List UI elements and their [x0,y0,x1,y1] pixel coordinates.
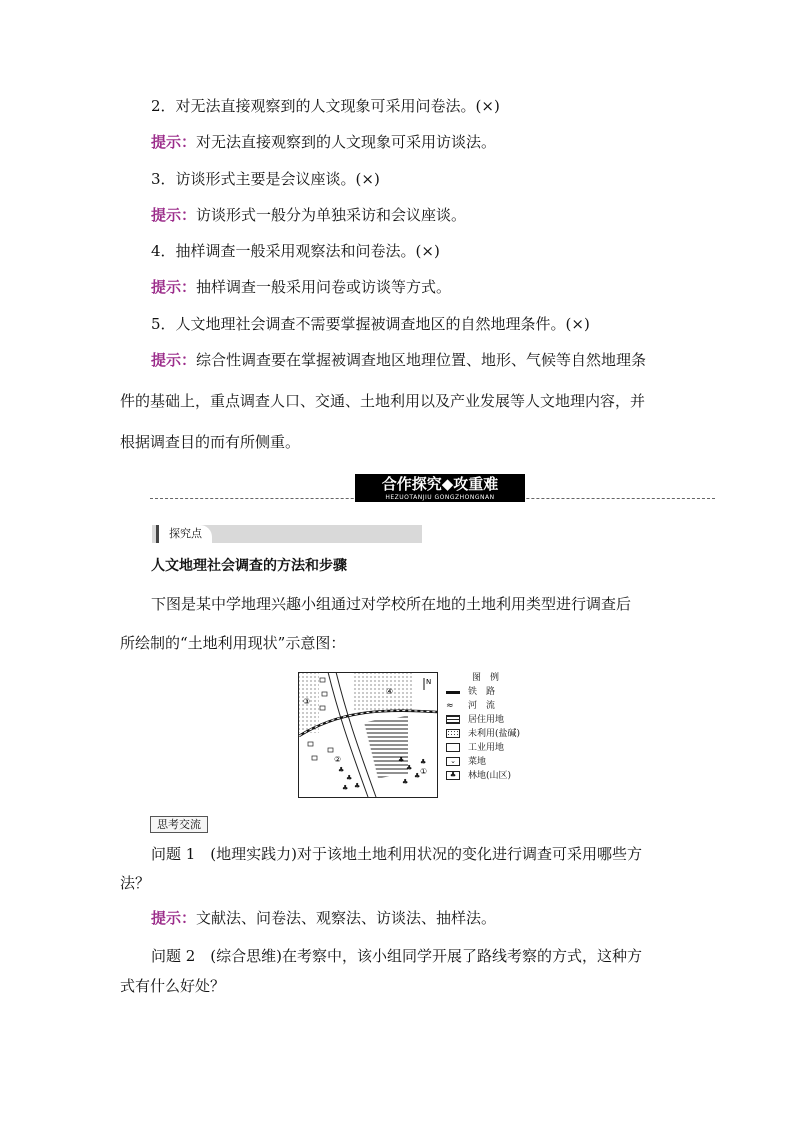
hint-text: 抽样调查一般采用问卷或访谈等方式。 [196,278,452,296]
banner-title: 合作探究◆攻重难 [355,474,525,494]
legend-item: ≈ 河 流 [446,701,496,711]
section-banner [150,470,715,506]
svg-text:♣: ♣ [414,772,421,780]
legend-item: ♣ 林地(山区) [446,770,546,782]
question-1: 问题 1 (地理实践力)对于该地土地利用状况的变化进行调查可采用哪些方 [151,845,643,863]
statement-5: 5．人文地理社会调查不需要掌握被调查地区的自然地理条件。(×) [151,315,590,333]
statement-2: 2．对无法直接观察到的人文现象可采用问卷法。(×) [151,97,500,115]
hint-5-cont: 件的基础上，重点调查人口、交通、土地利用以及产业发展等人文地理内容，并 [120,392,646,410]
svg-text:♣: ♣ [338,766,345,774]
svg-text:♣: ♣ [354,782,361,790]
hint-label: 提示： [151,206,197,224]
map-legend [446,672,546,798]
unused-swatch-icon [446,729,460,738]
tab-label: 探究点 [156,525,212,543]
legend-item: 居住用地 [446,714,546,726]
hint-text: 文献法、问卷法、观察法、访谈法、抽样法。 [196,909,497,927]
question-1-cont: 法？ [120,874,151,892]
industrial-swatch-icon [446,743,460,752]
svg-text:♣: ♣ [346,774,353,782]
hint-text: 访谈形式一般分为单独采访和会议座谈。 [196,206,467,224]
hint-label: 提示： [151,133,197,151]
legend-item: 未利用(盐碱) [446,728,546,740]
intro-line: 所绘制的“土地利用现状”示意图： [120,634,346,652]
hint-text: 综合性调查要在掌握被调查地区地理位置、地形、气候等自然地理条 [196,351,647,369]
legend-title: 图 例 [472,673,500,683]
legend-item: ⌄ 菜地 [446,756,546,768]
hint-text: 对无法直接观察到的人文现象可采用访谈法。 [196,133,497,151]
svg-text:♣: ♣ [398,756,405,764]
river-swatch-icon: ≈ [446,701,454,711]
hint-4 [151,277,451,297]
hint-label: 提示： [151,909,197,927]
hint-3 [151,205,466,225]
svg-text:♣: ♣ [342,784,349,792]
land-use-map [298,672,438,798]
legend-item: 工业用地 [446,742,546,754]
hint-2 [151,132,496,152]
hint-q1 [151,908,496,928]
question-2: 问题 2 (综合思维)在考察中，该小组同学开展了路线考察的方式，这种方 [151,947,643,965]
map-label: ① [420,767,428,776]
statement-3: 3．访谈形式主要是会议座谈。(×) [151,170,380,188]
topic-tab [152,525,422,543]
hint-label: 提示： [151,351,197,369]
intro-line: 下图是某中学地理兴趣小组通过对学校所在地的土地利用类型进行调查后 [151,595,632,613]
map-label: ② [334,755,342,764]
north-label: N [426,678,432,686]
banner-pinyin: HEZUOTANJIU GONGZHONGNAN [355,493,525,502]
forest-swatch-icon: ♣ [446,771,460,780]
svg-text:♣: ♣ [420,758,427,766]
svg-text:♣: ♣ [406,764,413,772]
hint-label: 提示： [151,278,197,296]
residential-swatch-icon [446,715,460,724]
hint-5 [151,350,646,370]
map-label: ③ [303,697,311,706]
hint-5-cont: 根据调查目的而有所侧重。 [120,433,301,451]
svg-text:♣: ♣ [402,778,409,786]
vegetable-swatch-icon: ⌄ [446,757,460,766]
map-label: ④ [386,687,394,696]
legend-item: 铁 路 [446,686,546,698]
railway-swatch-icon [446,691,460,694]
statement-4: 4．抽样调查一般采用观察法和问卷法。(×) [151,242,440,260]
question-2-cont: 式有什么好处？ [120,977,226,995]
unused-land-4 [354,673,414,710]
section-heading: 人文地理社会调查的方法和步骤 [151,558,347,574]
think-exchange-tag: 思考交流 [150,816,208,833]
